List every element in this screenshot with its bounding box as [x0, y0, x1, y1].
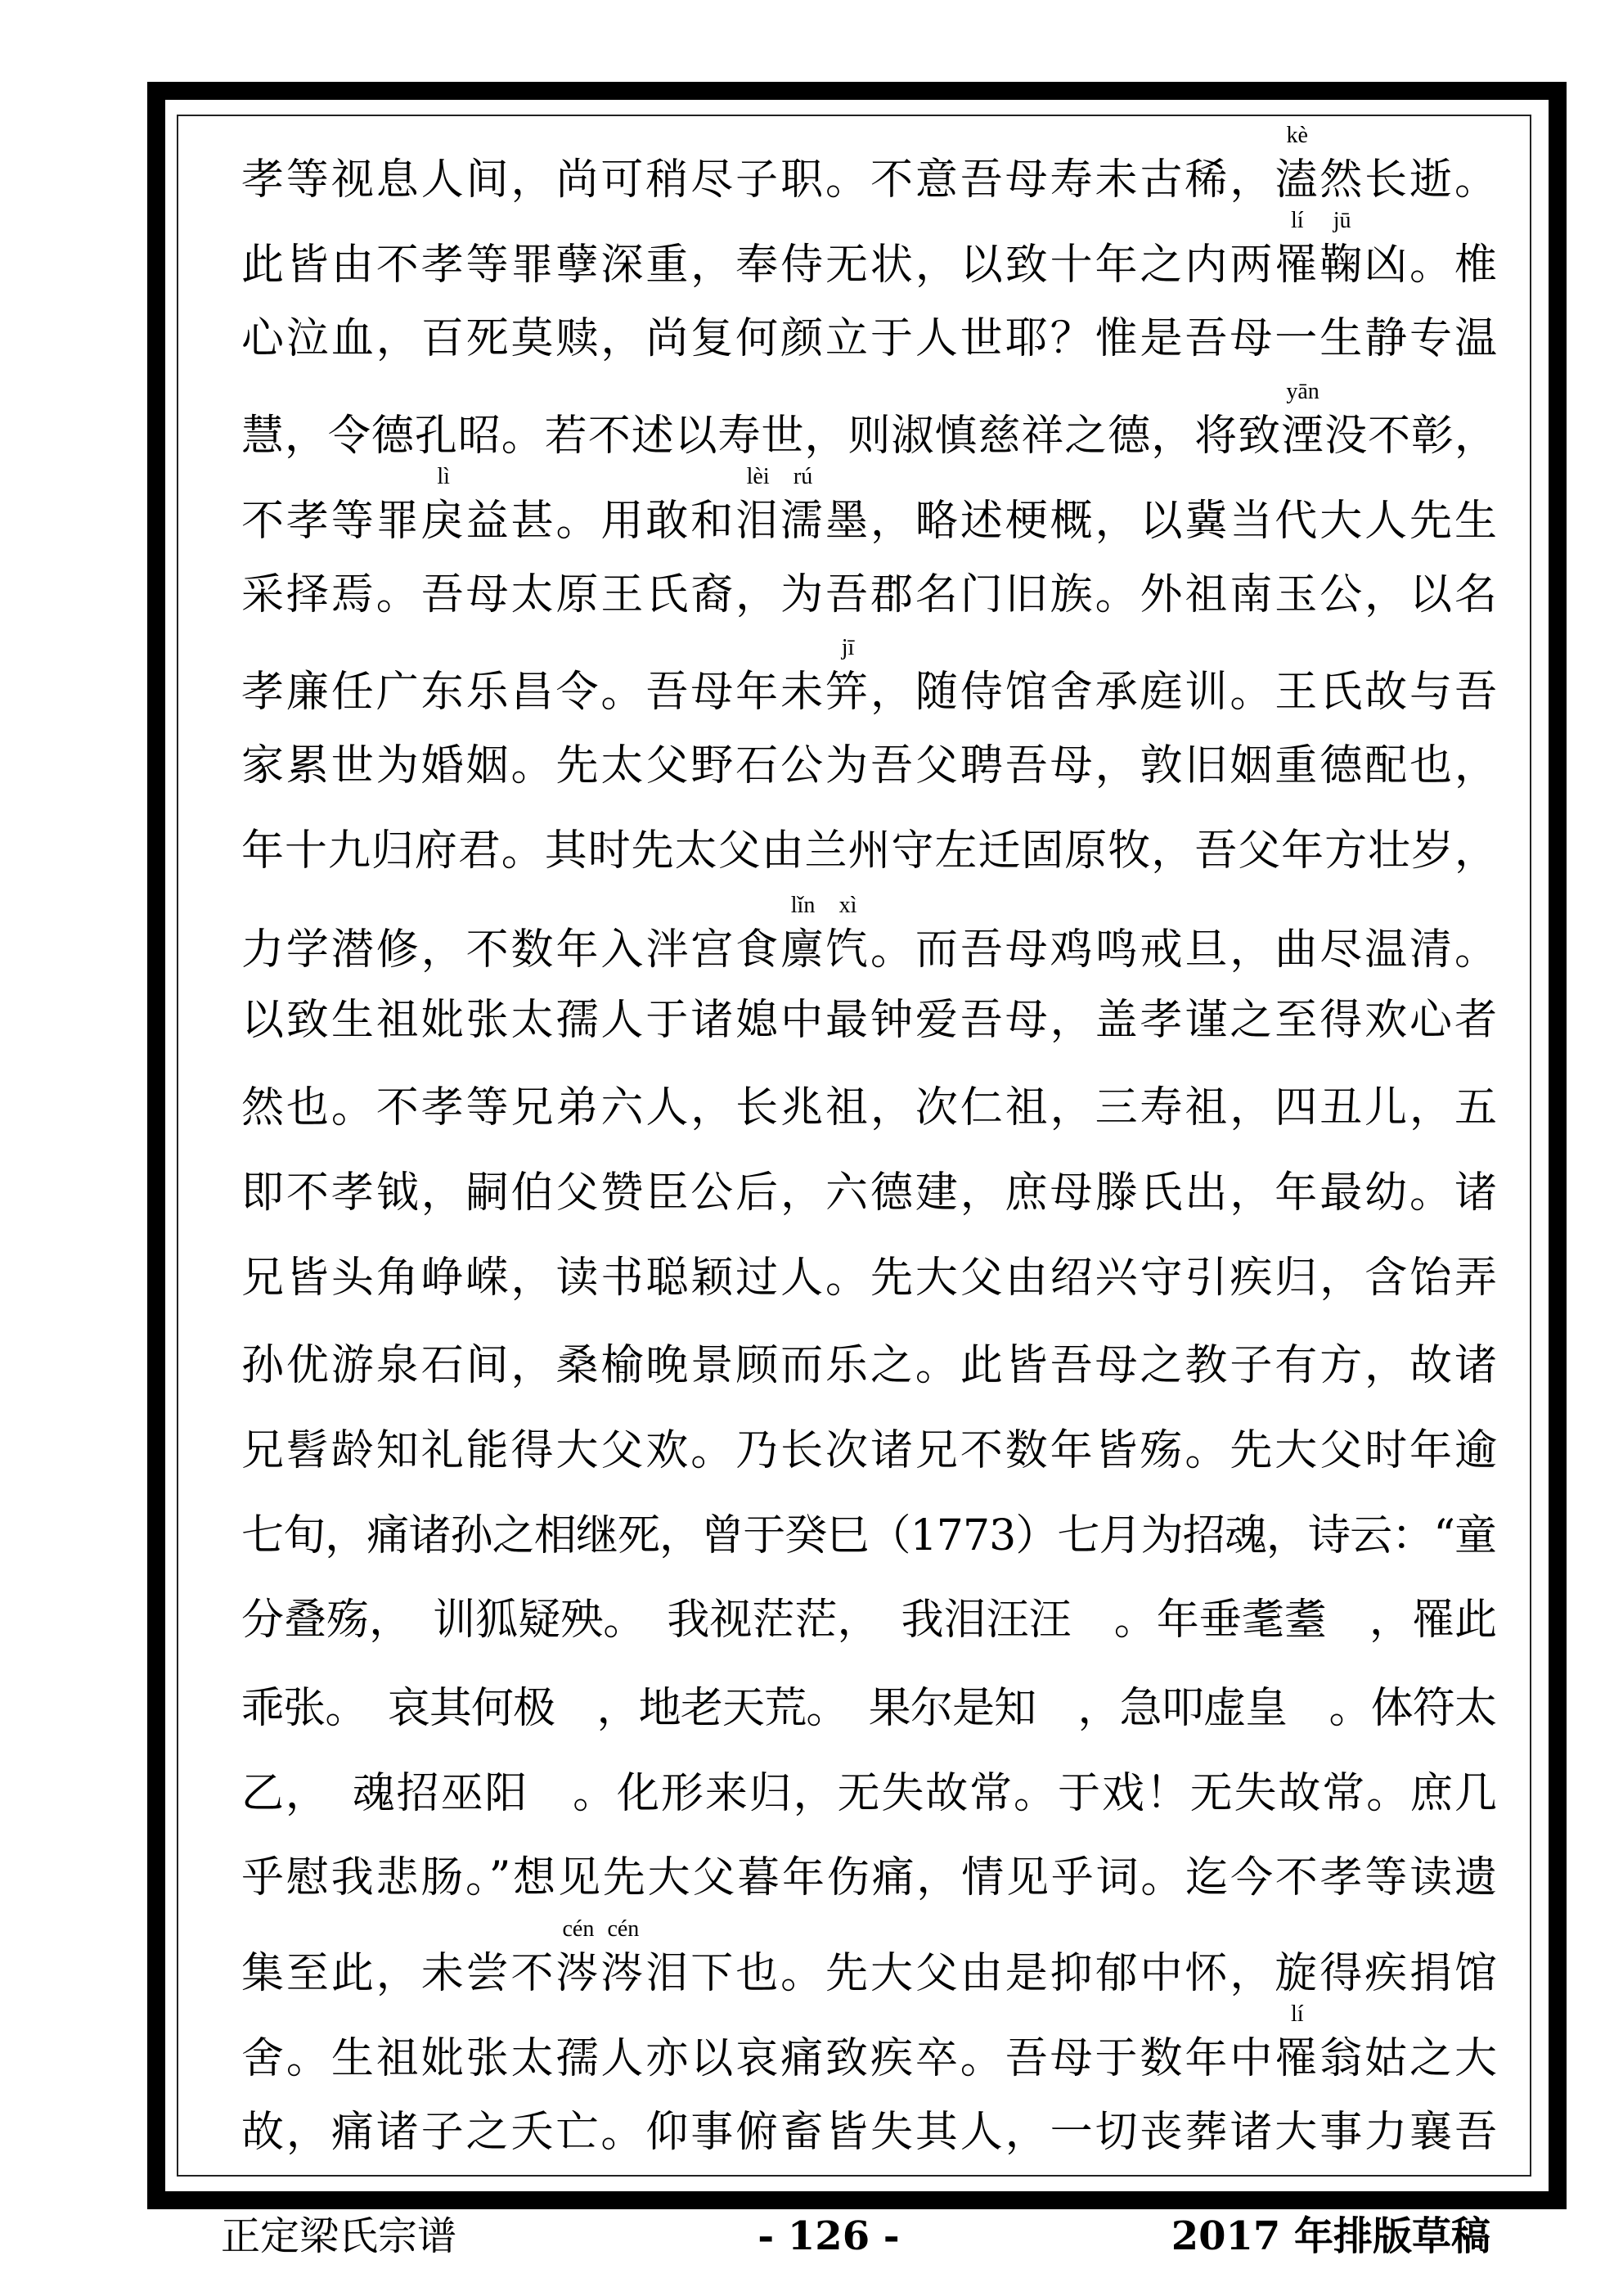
text-segment: 然也。不孝等兄弟六人，长兆祖，次仁祖，三寿祖，四丑儿，五 [241, 1083, 1499, 1132]
text-segment: 以致生祖妣张太孺人于诸媳中最钟爱吾母，盖孝谨之至得欢心者 [241, 996, 1499, 1045]
text-segment: 没不彰， [1324, 412, 1498, 461]
text-line [241, 464, 1499, 547]
pinyin-annotation: kè [1286, 123, 1308, 148]
text-line [241, 1083, 1499, 1133]
text-segment: 采择焉。吾母太原王氏裔，为吾郡名门旧族。外祖南玉公，以名 [241, 570, 1499, 619]
text-line [241, 313, 1499, 364]
text-line [241, 826, 1498, 876]
text-segment: 兄皆头角峥嵘，读书聪颖过人。先大父由绍兴守引疾归，含饴弄 [241, 1254, 1499, 1303]
text-line [241, 1916, 1499, 1999]
text-line [241, 1510, 1496, 1561]
text-segment: 泪下也。先大父由是抑郁中怀，旋得疾捐馆 [645, 1949, 1499, 1998]
pinyin-annotation: jī [841, 635, 855, 660]
text-segment: 分叠殇， 训狐疑殃。 我视茫茫， 我泪汪汪 。年垂耄耋 ，罹此 [241, 1596, 1498, 1645]
text-line [241, 635, 1499, 718]
pinyin-annotation: xì [838, 893, 857, 918]
annotated-character [1320, 208, 1365, 290]
annotated-character-base: 戾 [420, 497, 466, 546]
annotated-character-base: 罹 [1275, 241, 1320, 290]
text-segment: ，随侍馆舍承庭训。王氏故与吾 [870, 668, 1499, 717]
text-segment: 舍。生祖妣张太孺人亦以哀痛致疾卒。吾母于数年中 [241, 2034, 1275, 2083]
pinyin-annotation: cén [607, 1916, 640, 1942]
annotated-character-base: 涔 [600, 1949, 646, 1998]
pinyin-annotation: lì [437, 464, 450, 489]
pinyin-annotation: lǐn [790, 893, 816, 918]
annotated-character [555, 1916, 601, 1999]
footer-page-number: - 126 - [758, 2213, 900, 2259]
text-line [241, 123, 1499, 205]
text-line [241, 741, 1499, 791]
text-line [241, 1168, 1499, 1218]
pinyin-annotation: lèi [746, 464, 770, 489]
text-segment: 心泣血，百死莫赎，尚复何颜立于人世耶？惟是吾母一生静专温 [241, 314, 1499, 363]
text-segment: 年十九归府君。其时先太父由兰州守左迁固原牧，吾父年方壮岁， [241, 826, 1498, 876]
pinyin-annotation: cén [562, 1916, 595, 1942]
text-segment: 乎慰我悲肠。”想见先大父暮年伤痛，情见乎词。迄今不孝等读遗 [241, 1853, 1499, 1902]
text-line [241, 1683, 1496, 1734]
text-segment: 益甚。用敢和 [465, 497, 736, 546]
text-line [241, 208, 1499, 290]
text-segment: 力学潜修，不数年入泮宫食 [241, 925, 781, 975]
annotated-character-base: 湮 [1281, 412, 1325, 461]
annotated-character [825, 635, 870, 718]
text-segment: 兄髫龄知礼能得大父欢。乃长次诸兄不数年皆殇。先大父时年逾 [241, 1426, 1499, 1475]
text-segment: 孝廉任广东乐昌令。吾母年未 [241, 668, 826, 717]
text-line [241, 1768, 1499, 1819]
annotated-character [780, 464, 826, 547]
text-line [241, 2107, 1499, 2158]
annotated-character [780, 893, 826, 975]
text-line [241, 1340, 1499, 1391]
text-segment: 凶。椎 [1364, 241, 1499, 290]
text-segment: 孙优游泉石间，桑榆晚景顾而乐之。此皆吾母之教子有方，故诸 [241, 1341, 1499, 1390]
text-line [241, 995, 1499, 1046]
text-segment: 乙， 魂招巫阳 。化形来归，无失故常。于戏！无失故常。庶几 [241, 1769, 1499, 1818]
annotated-character-base: 鞠 [1320, 241, 1365, 290]
pinyin-annotation: lí [1290, 208, 1304, 233]
text-line [241, 893, 1499, 975]
annotated-character [420, 464, 466, 547]
text-line [241, 1595, 1497, 1645]
annotated-character-base: 濡 [780, 497, 826, 546]
annotated-character-base: 涔 [555, 1949, 601, 1998]
annotated-character-base: 饩 [825, 925, 870, 975]
text-segment: 慧，令德孔昭。若不述以寿世，则淑慎慈祥之德，将致 [241, 412, 1282, 461]
footer-book-title: 正定梁氏宗谱 [221, 2213, 457, 2259]
text-segment: 不孝等罪 [241, 497, 421, 546]
annotated-character [1281, 379, 1325, 461]
annotated-character-base: 笄 [825, 668, 870, 717]
text-segment: 即不孝钺，嗣伯父赞臣公后，六德建，庶母滕氏出，年最幼。诸 [241, 1168, 1499, 1218]
text-segment: 七旬，痛诸孙之相继死，曾于癸巳（1773）七月为招魂，诗云：“童 [241, 1511, 1497, 1560]
annotated-character-base: 罹 [1275, 2034, 1320, 2083]
text-segment: 。而吾母鸡鸣戒旦，曲尽温清。 [870, 925, 1499, 975]
text-segment: 然长逝。 [1320, 155, 1499, 205]
text-segment: 家累世为婚姻。先太父野石公为吾父聘吾母，敦旧姻重德配也， [241, 741, 1499, 790]
annotated-character-base: 泪 [735, 497, 781, 546]
text-segment: 孝等视息人间，尚可稍尽子职。不意吾母寿未古稀， [241, 155, 1275, 205]
pinyin-annotation: rú [793, 464, 813, 489]
text-segment: 翁姑之大 [1320, 2034, 1499, 2083]
annotated-character [1275, 2001, 1320, 2084]
text-segment: 此皆由不孝等罪孽深重，奉侍无状，以致十年之内两 [241, 241, 1275, 290]
text-segment: 故，痛诸子之夭亡。仰事俯畜皆失其人，一切丧葬诸大事力襄吾 [241, 2108, 1499, 2157]
annotated-character-base: 廪 [780, 925, 826, 975]
annotated-character-base: 溘 [1275, 155, 1320, 205]
text-line [241, 1253, 1499, 1303]
pinyin-annotation: yān [1286, 379, 1320, 404]
text-line [241, 2001, 1499, 2084]
annotated-character [825, 893, 870, 975]
text-segment: 乖张。 哀其何极 ，地老天荒。 果尔是知 ，急叩虚皇 。体符太 [241, 1684, 1497, 1733]
text-line [241, 569, 1499, 620]
annotated-character [1275, 208, 1320, 290]
text-line [241, 379, 1498, 461]
pinyin-annotation: jū [1333, 208, 1351, 233]
pinyin-annotation: lí [1290, 2001, 1304, 2027]
text-segment: 集至此，未尝不 [241, 1949, 556, 1998]
annotated-character [600, 1916, 646, 1999]
text-line [241, 1853, 1499, 1903]
text-segment: 墨，略述梗概，以冀当代大人先生 [825, 497, 1499, 546]
annotated-character [735, 464, 781, 547]
text-line [241, 1425, 1499, 1476]
footer-edition: 2017 年排版草稿 [1171, 2213, 1490, 2259]
annotated-character [1275, 123, 1320, 205]
